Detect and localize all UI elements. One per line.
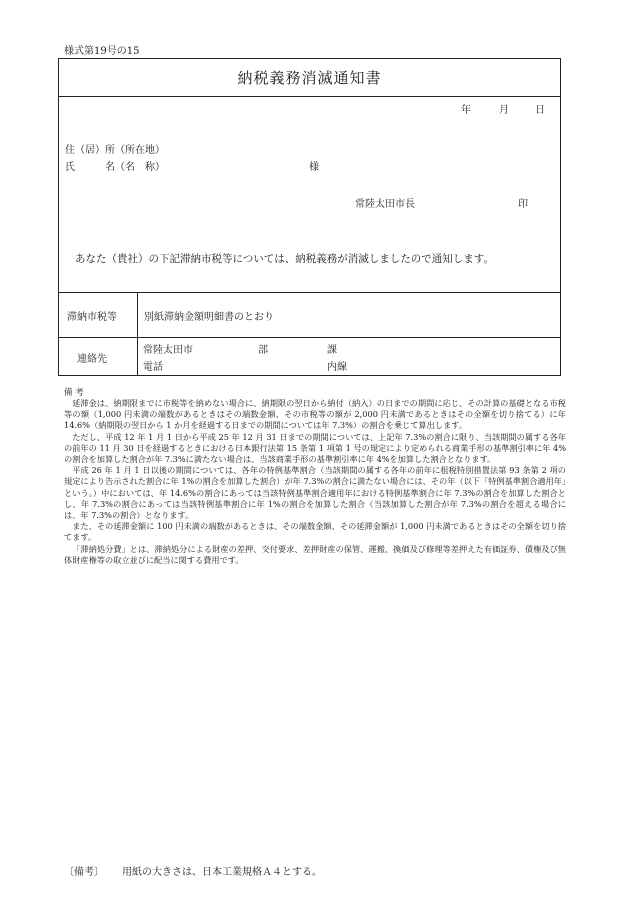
- contact-section: 課: [327, 345, 337, 356]
- contact-extension: 内線: [327, 362, 347, 373]
- footer-note: [64, 863, 322, 878]
- note-paragraph: ただし、平成 12 年 1 月 1 日から平成 25 年 12 月 31 日までの期間については、上記年 7.3%の割合に限り、当該期間の属する各年の前年の 11 月 30 日を経過するときにおける日本銀行法第 15 条第 1 項第 1 号の規定により定められる商業手形の基準割引率に年 4%の割合を加算した割合が年 7.3%に満たない場合は、当該商業手形の基準割引率に年 4%を加算した割合となります。: [64, 431, 566, 465]
- form-number: 様式第19号の15: [64, 46, 140, 57]
- notes-heading: 備 考: [64, 388, 84, 398]
- notice-message: あなた（貴社）の下記滞納市税等については、納税義務が消滅しましたので通知します。: [75, 253, 494, 265]
- contact-city: 常陸太田市: [143, 345, 193, 356]
- date-year-label: 年: [461, 105, 471, 116]
- contact-label: 連絡先: [77, 354, 107, 365]
- tax-row-label: 滞納市税等: [67, 312, 117, 323]
- notes-body: [64, 398, 566, 566]
- honorific-sama: 様: [309, 162, 319, 173]
- note-paragraph: 平成 26 年 1 月 1 日以後の期間については、各年の特例基準割合（当該期間の属する各年の前年に租税特別措置法第 93 条第 2 項の規定により告示された割合に年 1%の割合を加算した割合）が年 7.3%の割合に満たない場合には、その年（以下「特例基準割合適用年」という。）中においては、年 14.6%の割合にあっては当該特例基準割合適用年における特例基準割合に年 7.3%の割合を加算した割合とし、年 7.3%の割合にあっては当該特例基準割合に年 1%の割合を加算した割合（当該加算した割合が年 7.3%の割合を超える場合には、年 7.3%の割合）となります。: [64, 465, 566, 521]
- date-month-label: 月: [499, 105, 509, 116]
- contact-department: 部: [258, 345, 268, 356]
- notice-form-frame: [58, 58, 561, 376]
- note-paragraph: 「滞納処分費」とは、滞納処分による財産の差押、交付要求、差押財産の保管、運搬、換価及び修理等差押えた有価証券、債権及び無体財産権等の取立並びに配当に関する費用です。: [64, 543, 566, 565]
- footer-text: 用紙の大きさは、日本工業規格Ａ４とする。: [122, 867, 322, 878]
- seal-mark: 印: [518, 199, 528, 210]
- name-label: 氏 名（名 称）: [65, 162, 165, 173]
- divider: [59, 337, 560, 338]
- divider: [59, 292, 560, 293]
- note-paragraph: また、その延滞金額に 100 円未満の端数があるときは、その端数金額、その延滞金額が 1,000 円未満であるときはその全額を切り捨てます。: [64, 521, 566, 543]
- address-label: 住（居）所（所在地）: [65, 145, 165, 156]
- note-paragraph: 延滞金は、納期限までに市税等を納めない場合に、納期限の翌日から納付（納入）の日までの期間に応じ、その計算の基礎となる市税等の額（1,000 円未満の端数があるときはその端数金額、その市税等の額が 2,000 円未満であるときはその全額を切り捨てる）に年 14.6%（納期限の翌日から 1 か月を経過する日までの期間については年 7.3%）の割合を乗じて算出します。: [64, 398, 566, 431]
- contact-phone: 電話: [143, 362, 163, 373]
- tax-row-value: 別紙滞納金額明細書のとおり: [144, 312, 274, 323]
- footer-label: 〔備考〕: [64, 867, 104, 878]
- date-day-label: 日: [535, 105, 545, 116]
- document-title: 納税義務消滅通知書: [59, 59, 560, 97]
- column-divider: [137, 292, 138, 375]
- issuer-title: 常陸太田市長: [355, 199, 415, 210]
